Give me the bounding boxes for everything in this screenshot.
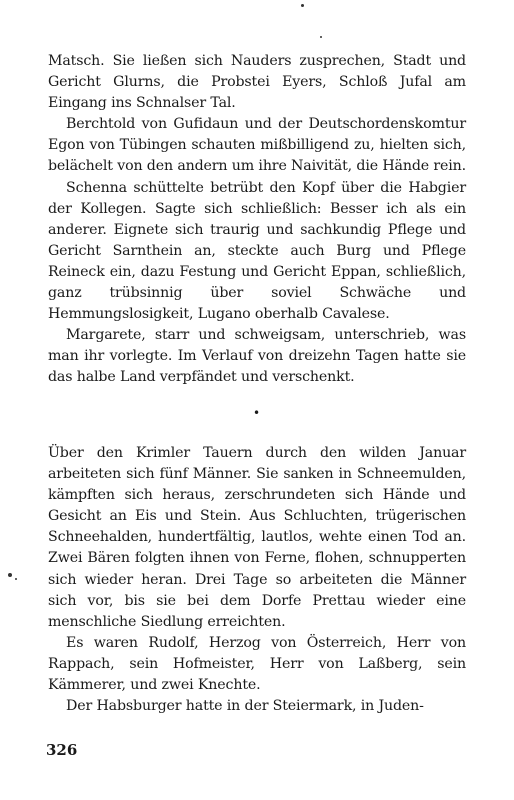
print-speck <box>301 4 304 7</box>
print-speck <box>320 36 322 38</box>
paragraph: Es waren Rudolf, Herzog von Österreich, Herr von Rappach, sein Hofmeister, Herr von Laßberg, sein Kämmerer, und zwei Knechte. <box>48 634 466 694</box>
text-block-top <box>48 51 466 389</box>
paragraph: Matsch. Sie ließen sich Nauders zusprechen, Stadt und Gericht Glurns, die Probstei Eyers, Schloß Jufal am Eingang ins Schnalser Tal. <box>48 53 466 112</box>
print-speck <box>15 578 17 580</box>
paragraph: Schenna schüttelte betrübt den Kopf über die Habgier der Kollegen. Sagte sich schließlich: Besser ich als ein anderer. Eignete sich traurig und sachkundig Pflege und Gericht Sarnthein an, steckte auch Burg und Pflege Reineck ein, dazu Festung und Gericht Eppan, schließlich, ganz trübsinnig über soviel Schwäche und Hemmungslosigkeit, Lugano oberhalb Cavalese. <box>48 179 466 323</box>
paragraph: Der Habsburger hatte in der Steiermark, in Juden- <box>66 698 424 715</box>
paragraph: Über den Krimler Tauern durch den wilden Januar arbeiteten sich fünf Männer. Sie sanken in Schneemulden, kämpften sich heraus, zerschrundeten sich Hände und Gesicht an Eis und Stein. Aus Schluchten, trügerischen Schneehalden, hundertfältig, lautlos, wehte einen Tod an. Zwei Bären folgten ihnen von Ferne, flohen, schnupperten sich wieder heran. Drei Tage so arbeiteten die Männer sich vor, bis sie bei dem Dorfe Prettau wieder eine menschliche Siedlung erreichten. <box>48 445 466 630</box>
paragraph: Berchtold von Gufidaun und der Deutschordenskomtur Egon von Tübingen schauten mißbilligend zu, hielten sich, belächelt von den andern um ihre Naivität, die Hände rein. <box>48 116 466 175</box>
section-break-mark: • <box>253 406 261 420</box>
text-block-bottom <box>48 443 466 717</box>
print-speck <box>8 573 12 577</box>
paragraph: Margarete, starr und schweigsam, unterschrieb, was man ihr vorlegte. Im Verlauf von dreizehn Tagen hatte sie das halbe Land verpfändet und verschenkt. <box>48 327 466 386</box>
page-number: 326 <box>46 741 78 759</box>
